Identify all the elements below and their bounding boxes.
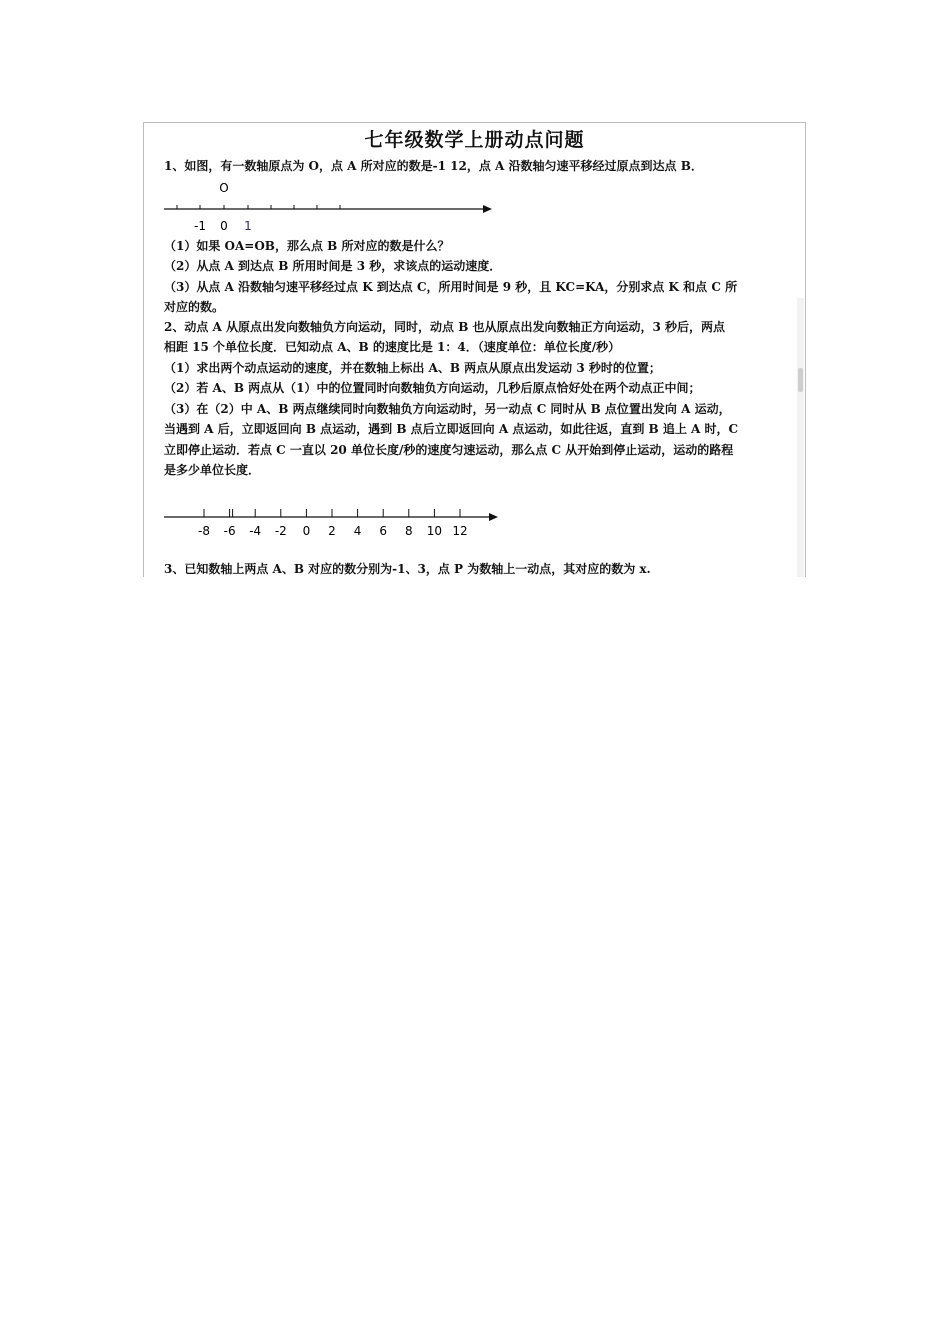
q2-part-3a: （3）在（2）中 A、B 两点继续同时向数轴负方向运动时，另一动点 C 同时从 B 点位置出发向 A 运动， <box>164 402 731 416</box>
q1-part-3b: 对应的数。 <box>164 300 225 314</box>
scrollbar[interactable] <box>797 298 804 577</box>
q2-axis-arrow <box>489 513 498 521</box>
q2-stem-b: 相距 15 个单位长度．已知动点 A、B 的速度比是 1：4．（速度单位：单位长度/秒） <box>164 340 621 354</box>
document-page <box>143 122 806 577</box>
q1-part-1: （1）如果 OA=OB，那么点 B 所对应的数是什么？ <box>164 239 450 253</box>
q2-tick-label: 2 <box>328 524 336 538</box>
q2-part-1: （1）求出两个动点运动的速度，并在数轴上标出 A、B 两点从原点出发运动 3 秒时的位置； <box>164 361 661 375</box>
q2-number-line <box>144 498 514 543</box>
q1-tick-label-neg1: -1 <box>194 219 206 233</box>
q2-part-3d: 是多少单位长度． <box>164 463 261 477</box>
q3-stem: 3、已知数轴上两点 A、B 对应的数分别为-1、3，点 P 为数轴上一动点，其对应的数为 x. <box>164 562 651 576</box>
q2-tick-label: 4 <box>353 524 362 538</box>
q2-tick-label: -2 <box>274 524 287 538</box>
q2-tick-label: -8 <box>198 524 210 538</box>
q2-tick-label: 10 <box>426 524 443 538</box>
q2-tick-label: -4 <box>249 524 262 538</box>
q2-stem-a: 2、动点 A 从原点出发向数轴负方向运动，同时，动点 B 也从原点出发向数轴正方向运动，3 秒后，两点 <box>164 320 726 334</box>
q1-tick-label-0: 0 <box>220 219 228 233</box>
q2-tick-label: 0 <box>302 524 311 538</box>
q1-number-line <box>144 178 504 238</box>
q2-tick-label: 12 <box>452 524 468 538</box>
q2-part-2: （2）若 A、B 两点从（1）中的位置同时向数轴负方向运动，几秒后原点恰好处在两个动点正中间； <box>164 381 701 395</box>
document-title: 七年级数学上册动点问题 <box>364 129 585 151</box>
q1-axis-arrow <box>483 205 492 213</box>
q1-tick-label-1: 1 <box>244 219 252 233</box>
q2-part-3b: 当遇到 A 后，立即返回向 B 点运动，遇到 B 点后立即返回向 A 点运动，如此往返，直到 B 追上 A 时，C <box>164 422 739 436</box>
q2-tick-label: 8 <box>404 524 413 538</box>
q2-tick-label: -6 <box>223 524 236 538</box>
q2-part-3c: 立即停止运动．若点 C 一直以 20 单位长度/秒的速度匀速运动，那么点 C 从开始到停止运动，运动的路程 <box>164 443 734 457</box>
q1-origin-label: O <box>219 181 229 195</box>
q2-tick-label: 6 <box>379 524 388 538</box>
scrollbar-thumb[interactable] <box>798 368 803 392</box>
q1-part-3a: （3）从点 A 沿数轴匀速平移经过点 K 到达点 C，所用时间是 9 秒，且 KC=KA，分别求点 K 和点 C 所 <box>164 280 738 294</box>
q1-part-2: （2）从点 A 到达点 B 所用时间是 3 秒，求该点的运动速度． <box>164 259 502 273</box>
q1-stem: 1、如图，有一数轴原点为 O，点 A 所对应的数是-1 12，点 A 沿数轴匀速平移经过原点到达点 B． <box>164 159 703 173</box>
